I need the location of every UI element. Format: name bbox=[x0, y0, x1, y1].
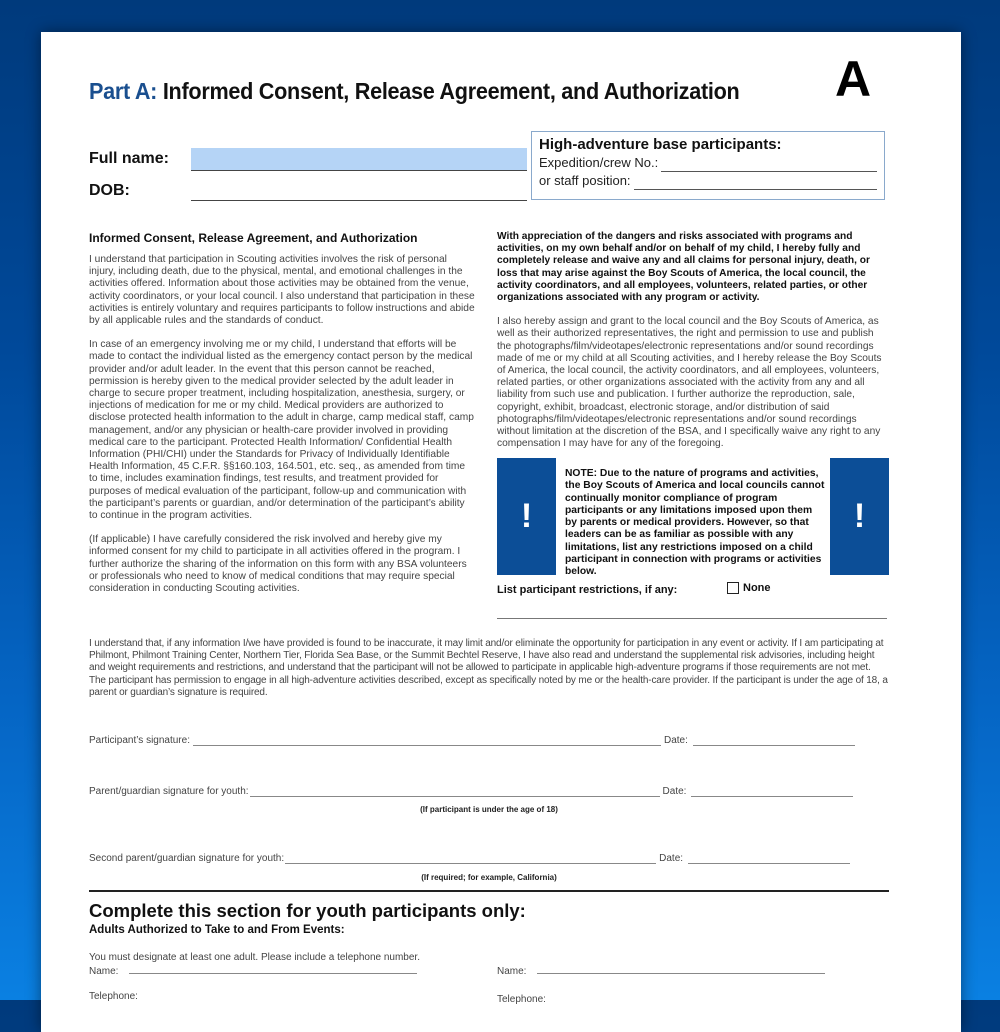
second-guardian-date-label: Date: bbox=[659, 853, 684, 864]
youth-section-subtitle: Adults Authorized to Take to and From Events: bbox=[89, 924, 345, 936]
consent-paragraph-1: I understand that participation in Scouting activities involves the risk of personal injury, including death, due to the physical, mental, and emotional challenges in the activities offered. Information about those activities may be obtained from the venue, activity coordinators, or your local council. I also understand that participation in these activities is entirely voluntary and requires participants to follow instructions and abide by all applicable rules and the standards of conduct. bbox=[89, 254, 475, 327]
acknowledgement-text: I understand that, if any information I/we have provided is found to be inaccurate, it may limit and/or eliminate the opportunity for participation in any event or activity. If I am participating at Philmont, Philmont Training Center, Northern Tier, Florida Sea Base, or the Summit Bechtel Reserve, I have also read and understand the supplemental risk advisories, including height and weight requirements and restrictions, and understand that the participant will not be allowed to participate in applicable high-adventure programs if those requirements are not met. The participant has permission to engage in all high-adventure activities described, except as specifically noted by me or the health-care provider. If the participant is under the age of 18, a parent or guardian’s signature is required. bbox=[89, 638, 888, 698]
left-column bbox=[89, 231, 475, 607]
section-letter: A bbox=[835, 51, 872, 107]
staff-position-label: or staff position: bbox=[539, 173, 631, 188]
consent-paragraph-3: (If applicable) I have carefully considered the risk involved and hereby give my informed consent for my child to participate in all activities offered in the program. I further authorize the sharing of the information on this form with any BSA volunteers or professionals who need to know of medical conditions that may require special consideration in conducting Scouting activities. bbox=[89, 534, 467, 595]
warning-icon-right: ! bbox=[830, 458, 889, 575]
section-divider bbox=[89, 890, 889, 892]
right-column bbox=[497, 231, 889, 462]
second-guardian-date-field[interactable] bbox=[688, 853, 850, 864]
guardian-signature-row bbox=[89, 786, 889, 797]
second-guardian-signature-field[interactable] bbox=[285, 853, 656, 864]
participant-date-field[interactable] bbox=[693, 735, 855, 746]
adult-1-name-field[interactable] bbox=[129, 964, 417, 974]
second-guardian-signature-row bbox=[89, 853, 889, 864]
consent-paragraph-2: In case of an emergency involving me or my child, I understand that efforts will be made to contact the individual listed as the emergency contact person by the medical provider and/or adult leader. In the event that this person cannot be reached, permission is hereby given to the medical provider selected by the adult leader in charge to secure proper treatment, including hospitalization, anesthesia, surgery, or injections of medication for me or my child. Medical providers are authorized to disclose protected health information to the adult in charge, camp medical staff, camp management, and/or any physician or health-care provider involved in providing medical care to the participant. Protected Health Information/ Confidential Health Information (PHI/CHI) under the Standards for Privacy of Individually Identifiable Health Information, 45 C.F.R. §§160.103, 164.501, etc. seq., as amended from time to time, includes examination findings, test results, and treatment provided for purposes of medical evaluation of the participant, follow-up and communication with the participant’s parents or guardian, and/or determination of the participant’s ability to continue in the program activities. bbox=[89, 339, 474, 522]
adult-1-name-label: Name: bbox=[89, 966, 119, 977]
crew-number-label: Expedition/crew No.: bbox=[539, 155, 659, 170]
adult-1-telephone-label: Telephone: bbox=[89, 991, 138, 1002]
participant-date-label: Date: bbox=[663, 735, 688, 746]
youth-section-title: Complete this section for youth participants only: bbox=[89, 900, 526, 921]
title-text: Informed Consent, Release Agreement, and Authorization bbox=[162, 78, 740, 104]
consent-heading: Informed Consent, Release Agreement, and Authorization bbox=[89, 231, 418, 245]
full-name-field[interactable] bbox=[191, 148, 527, 171]
guardian-date-label: Date: bbox=[662, 786, 687, 797]
form-page bbox=[41, 32, 961, 1032]
participant-signature-row bbox=[89, 735, 889, 746]
restrictions-field[interactable] bbox=[497, 618, 887, 619]
guardian-date-field[interactable] bbox=[691, 786, 853, 797]
warning-icon-left: ! bbox=[497, 458, 556, 575]
restrictions-label: List participant restrictions, if any: bbox=[497, 584, 678, 596]
adult-2-name-row bbox=[497, 964, 825, 977]
none-checkbox[interactable] bbox=[727, 582, 771, 594]
release-paragraph: With appreciation of the dangers and risks associated with programs and activities, on my own behalf and/or on behalf of my child, I hereby fully and completely release and waive any and all claims for personal injury, death, or loss that may arise against the Boy Scouts of America, the local council, the activity coordinators, and all employees, volunteers, related parties, or other organizations associated with any program or activity. bbox=[497, 231, 870, 304]
none-label: None bbox=[743, 582, 771, 594]
high-adventure-box bbox=[531, 131, 885, 200]
media-release-paragraph: I also hereby assign and grant to the local council and the Boy Scouts of America, as well as their authorized representatives, the right and permission to use and publish the photographs/film/videotapes/electronic representations and/or sound recordings made of me or my child at all Scouting activities, and I hereby release the Boy Scouts of America, the local council, the activity coordinators, and all employees, volunteers, related parties, or other organizations associated with the activity from any and all liability from such use and publication. I further authorize the reproduction, sale, copyright, exhibit, broadcast, electronic storage, and/or distribution of said photographs/film/videotapes/electronic representations and/or sound recordings without limitation at the discretion of the BSA, and I specifically waive any right to any compensation I may have for any of the foregoing. bbox=[497, 316, 882, 450]
page-title bbox=[89, 78, 739, 105]
youth-instruction: You must designate at least one adult. Please include a telephone number. bbox=[89, 952, 420, 963]
adult-2-name-field[interactable] bbox=[537, 964, 825, 974]
second-guardian-signature-label: Second parent/guardian signature for youth: bbox=[89, 853, 285, 864]
participant-signature-field[interactable] bbox=[193, 735, 661, 746]
crew-number-field[interactable] bbox=[661, 158, 877, 172]
note-callout bbox=[497, 458, 889, 576]
adult-2-name-label: Name: bbox=[497, 966, 527, 977]
adult-2-telephone-label: Telephone: bbox=[497, 994, 546, 1005]
participant-signature-label: Participant’s signature: bbox=[89, 735, 190, 746]
dob-field[interactable] bbox=[191, 178, 527, 201]
dob-label: DOB: bbox=[89, 182, 130, 199]
guardian-signature-field[interactable] bbox=[250, 786, 660, 797]
high-adventure-title: High-adventure base participants: bbox=[539, 136, 782, 153]
part-label: Part A: bbox=[89, 78, 158, 104]
full-name-label: Full name: bbox=[89, 150, 170, 167]
staff-position-field[interactable] bbox=[634, 176, 877, 190]
note-text: NOTE: Due to the nature of programs and activities, the Boy Scouts of America and local councils cannot continually monitor compliance of program participants or any limitations imposed upon them by parents or medical providers. However, so that leaders can be as familiar as possible with any limitations, list any restrictions imposed on a child participant in connection with programs or activities below. bbox=[565, 468, 825, 578]
guardian-signature-note: (If participant is under the age of 18) bbox=[420, 805, 558, 814]
adult-1-name-row bbox=[89, 964, 417, 977]
guardian-signature-label: Parent/guardian signature for youth: bbox=[89, 786, 249, 797]
checkbox-icon[interactable] bbox=[727, 582, 739, 594]
second-guardian-signature-note: (If required; for example, California) bbox=[421, 873, 557, 882]
